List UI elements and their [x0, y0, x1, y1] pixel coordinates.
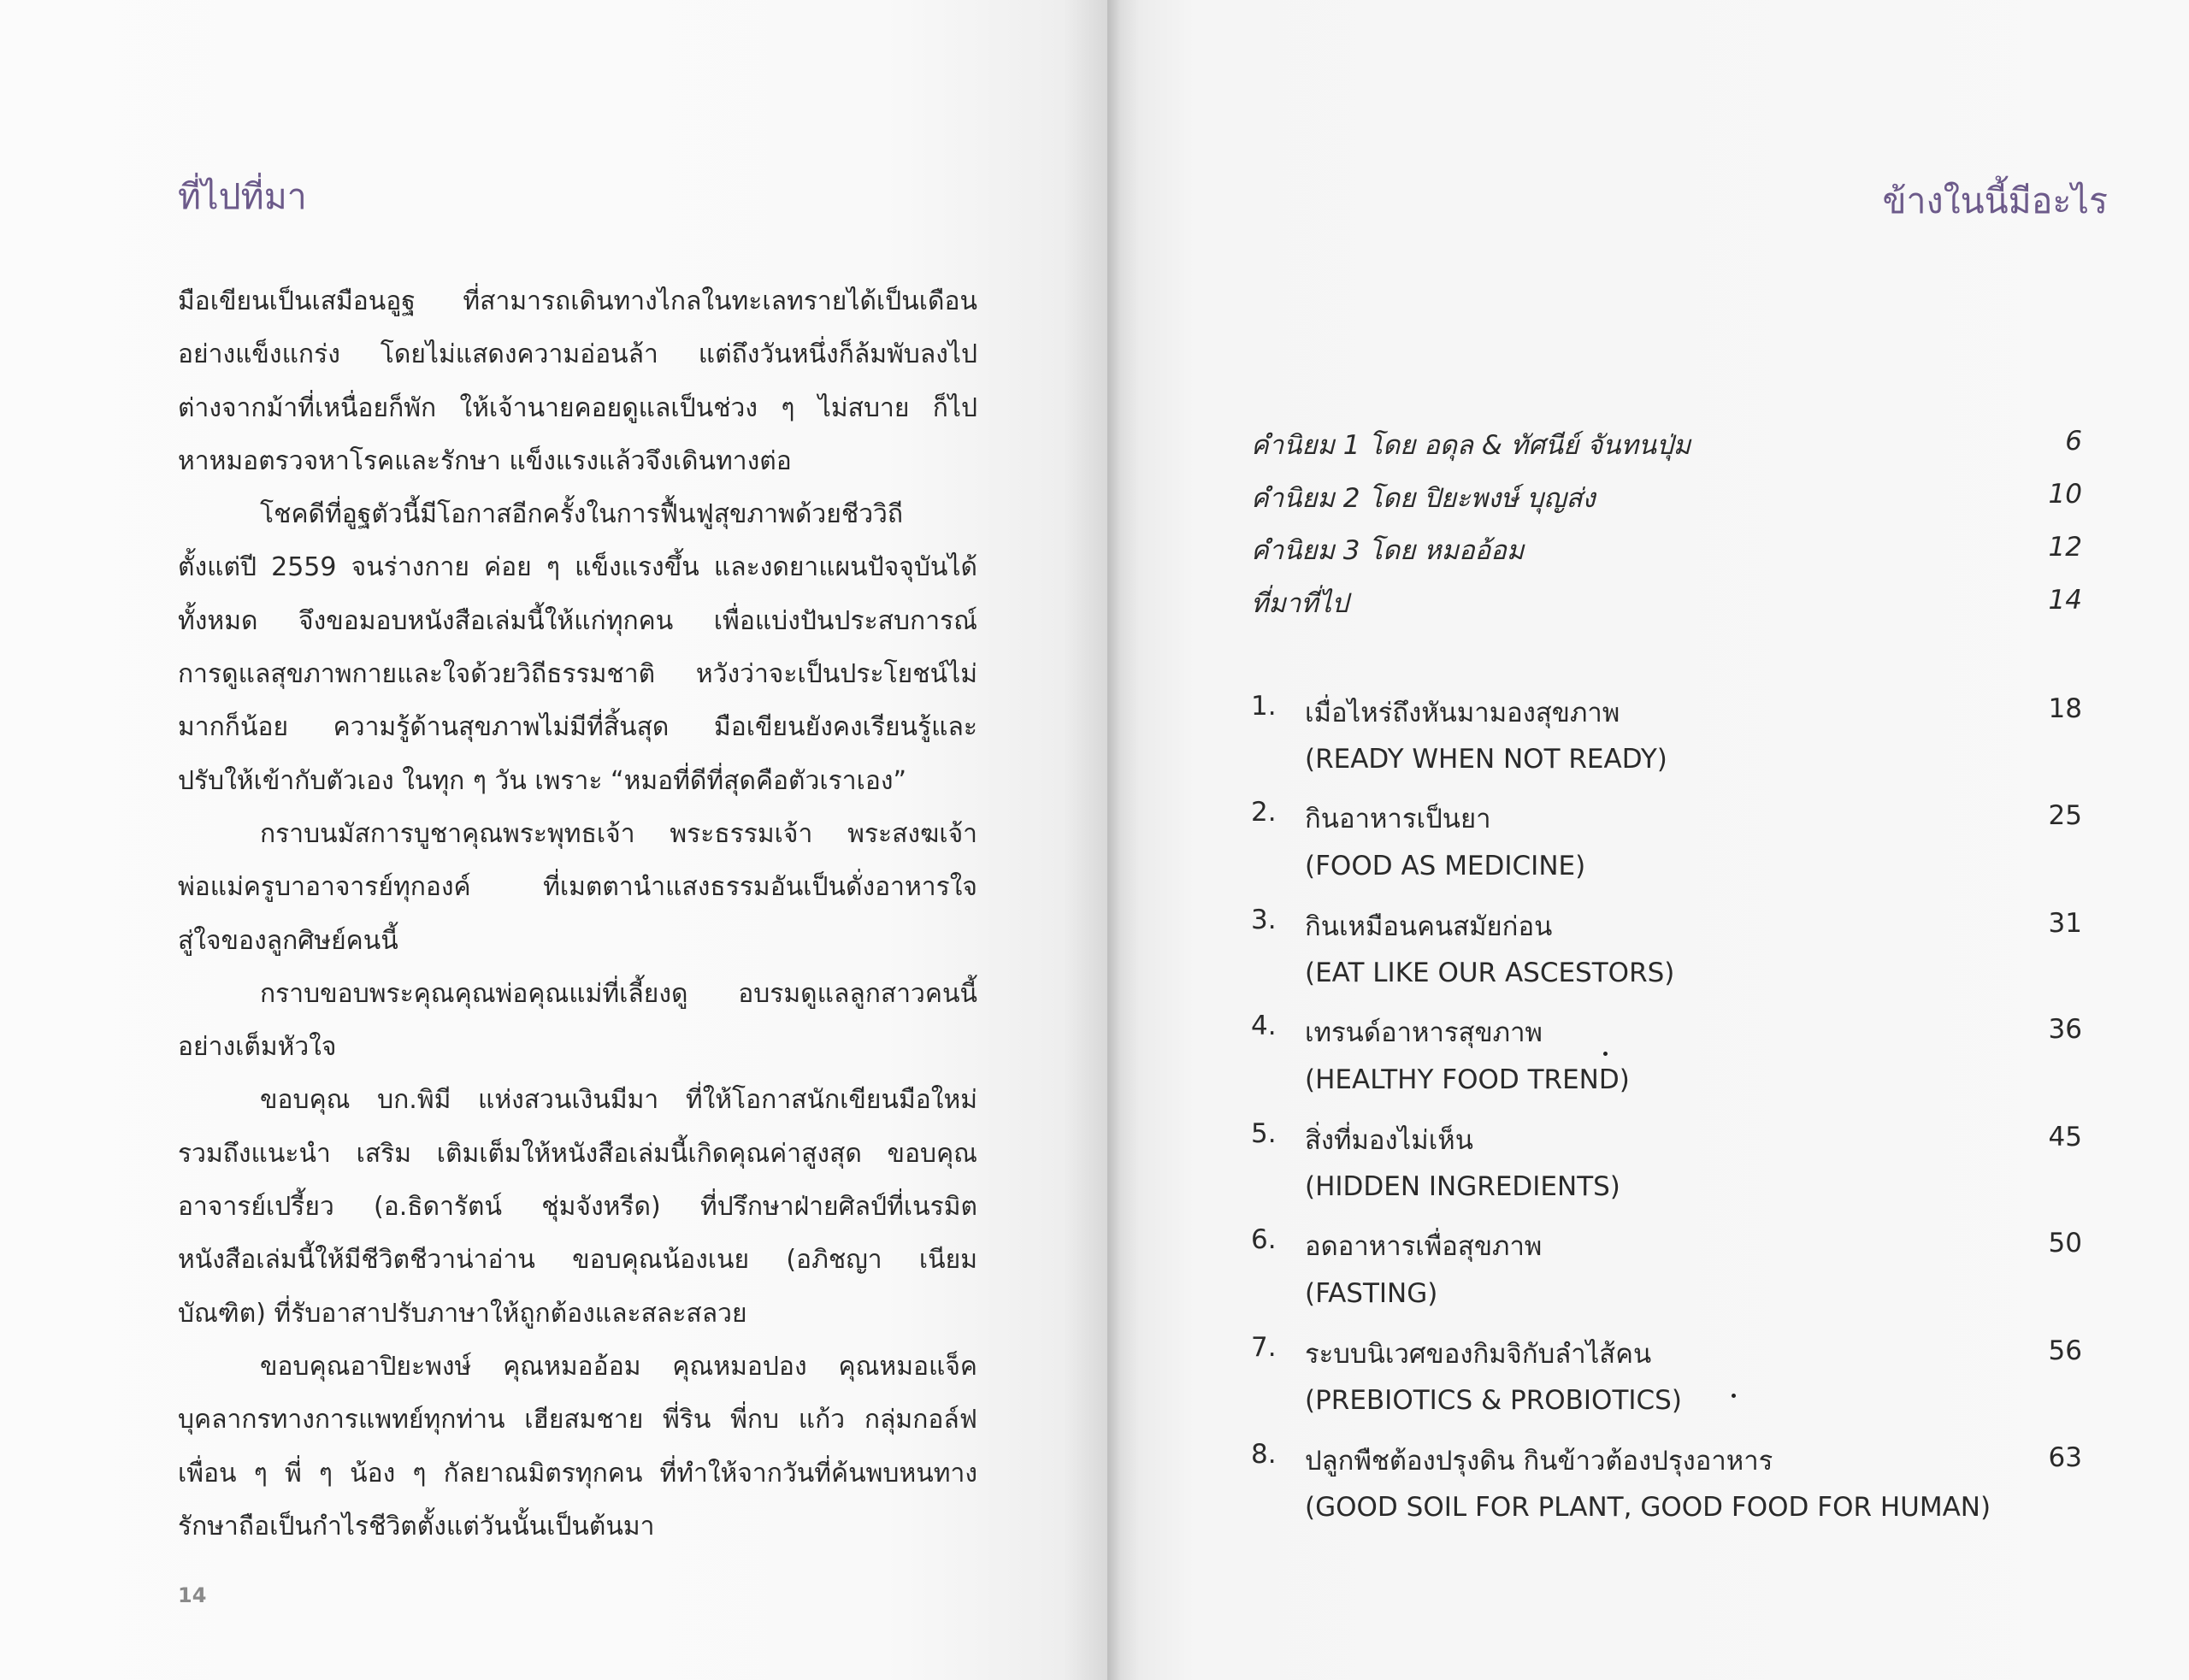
toc-chapter-page: 18: [2048, 693, 2082, 724]
toc-preface-title: คำนิยม 3 โดย หมออ้อม: [1251, 535, 1525, 566]
body-line: โชคดีที่อูฐตัวนี้มีโอกาสอีกครั้งในการฟื้นฟูสุขภาพด้วยชีววิถี: [260, 499, 904, 530]
right-page-heading: ข้างในนี้มีอะไร: [1882, 180, 2108, 221]
toc-chapter-title: เมื่อไหร่ถึงหันมามองสุขภาพ: [1305, 698, 1620, 728]
body-line: บัณฑิต) ที่รับอาสาปรับภาษาให้ถูกต้องและสละสลวย: [178, 1298, 747, 1329]
toc-preface-page: 10: [2048, 479, 2082, 510]
toc-chapter-page: 45: [2048, 1122, 2082, 1152]
toc-preface-title: คำนิยม 2 โดย ปิยะพงษ์ บุญส่ง: [1251, 483, 1596, 514]
body-line: ต่างจากม้าที่เหนื่อยก็พัก ให้เจ้านายคอยดูแลเป็นช่วง ๆ ไม่สบาย ก็ไป: [178, 392, 977, 423]
body-line: บุคลากรทางการแพทย์ทุกท่าน เฮียสมชาย พี่ริน พี่กบ แก้ว กลุ่มกอล์ฟ: [178, 1405, 977, 1435]
body-line: อย่างเต็มหัวใจ: [178, 1032, 337, 1063]
body-line: ตั้งแต่ปี 2559 จนร่างกาย ค่อย ๆ แข็งแรงขึ้น และงดยาแผนปัจจุบันได้: [178, 552, 977, 583]
body-line: รักษาถือเป็นกำไรชีวิตตั้งแต่วันนั้นเป็นต้นมา: [178, 1511, 655, 1541]
ink-speck: [1732, 1394, 1736, 1398]
table-of-contents: [1107, 0, 2189, 1680]
left-page-body: [178, 275, 977, 1553]
body-line: กราบขอบพระคุณคุณพ่อคุณแม่ที่เลี้ยงดู อบรมดูแลลูกสาวคนนี้: [260, 978, 977, 1009]
toc-chapter-page: 56: [2048, 1335, 2082, 1366]
left-page-heading: ที่ไปที่มา: [178, 176, 307, 217]
body-line: ปรับให้เข้ากับตัวเอง ในทุก ๆ วัน เพราะ “หมอที่ดีที่สุดคือตัวเราเอง”: [178, 765, 907, 796]
body-line: ขอบคุณอาปิยะพงษ์ คุณหมออ้อม คุณหมอปอง คุณหมอแจ็ค: [260, 1351, 977, 1382]
toc-preface-title: คำนิยม 1 โดย อดุล & ทัศนีย์ จันทนปุ่ม: [1251, 430, 1691, 461]
body-line: เพื่อน ๆ พี่ ๆ น้อง ๆ กัลยาณมิตรทุกคน ที่ทำให้จากวันที่ค้นพบหนทาง: [178, 1458, 977, 1488]
body-line: พ่อแม่ครูบาอาจารย์ทุกองค์ ที่เมตตานำแสงธรรมอันเป็นดั่งอาหารใจ: [178, 872, 977, 903]
toc-chapter-page: 50: [2048, 1228, 2082, 1259]
body-line: ทั้งหมด จึงขอมอบหนังสือเล่มนี้ให้แก่ทุกคน เพื่อแบ่งปันประสบการณ์: [178, 605, 977, 636]
body-line: อาจารย์เปรี้ยว (อ.ธิดารัตน์ ชุ่มจังหรีด) ที่ปรึกษาฝ่ายศิลป์ที่เนรมิต: [178, 1192, 977, 1223]
body-line: มากก็น้อย ความรู้ด้านสุขภาพไม่มีที่สิ้นสุด มือเขียนยังคงเรียนรู้และ: [178, 712, 977, 743]
ink-speck: [1603, 1052, 1608, 1056]
toc-chapter-number: 4.: [1251, 1011, 1277, 1041]
body-line: กราบนมัสการบูชาคุณพระพุทธเจ้า พระธรรมเจ้า พระสงฆเจ้า: [260, 818, 977, 849]
toc-chapter-number: 3.: [1251, 905, 1277, 935]
body-line: อย่างแข็งแกร่ง โดยไม่แสดงความอ่อนล้า แต่ถึงวันหนึ่งก็ล้มพับลงไป: [178, 339, 977, 370]
toc-chapter-title: ระบบนิเวศของกิมจิกับลำไส้คน: [1305, 1339, 1652, 1370]
body-line: หาหมอตรวจหาโรคและรักษา แข็งแรงแล้วจึงเดินทางต่อ: [178, 445, 792, 476]
toc-chapter-title: กินอาหารเป็นยา: [1305, 804, 1491, 834]
toc-preface-page: 14: [2048, 585, 2082, 616]
toc-chapter-number: 6.: [1251, 1224, 1277, 1255]
toc-chapter-number: 1.: [1251, 691, 1277, 722]
toc-chapter-number: 5.: [1251, 1118, 1277, 1149]
toc-chapter-number: 7.: [1251, 1332, 1277, 1363]
body-line: หนังสือเล่มนี้ให้มีชีวิตชีวาน่าอ่าน ขอบคุณน้องเนย (อภิชญา เนียม: [178, 1245, 977, 1276]
body-line: สู่ใจของลูกศิษย์คนนี้: [178, 925, 398, 956]
body-line: การดูแลสุขภาพกายและใจด้วยวิถีธรรมชาติ หวังว่าจะเป็นประโยชน์ไม่: [178, 659, 977, 690]
body-line: ขอบคุณ บก.พิมี แห่งสวนเงินมีมา ที่ให้โอกาสนักเขียนมือใหม่: [260, 1085, 977, 1116]
toc-chapter-english: (READY WHEN NOT READY): [1305, 744, 1667, 775]
toc-chapter-title: ปลูกพืชต้องปรุงดิน กินข้าวต้องปรุงอาหาร: [1305, 1446, 1773, 1477]
toc-chapter-english: (HEALTHY FOOD TREND): [1305, 1064, 1630, 1095]
toc-chapter-page: 31: [2048, 908, 2082, 939]
toc-chapter-page: 36: [2048, 1014, 2082, 1045]
toc-preface-page: 12: [2048, 532, 2082, 563]
toc-chapter-number: 2.: [1251, 797, 1277, 828]
toc-chapter-title: สิ่งที่มองไม่เห็น: [1305, 1125, 1473, 1156]
toc-chapter-title: กินเหมือนคนสมัยก่อน: [1305, 911, 1553, 942]
toc-chapter-english: (FASTING): [1305, 1278, 1438, 1309]
toc-chapter-english: (FOOD AS MEDICINE): [1305, 851, 1586, 881]
right-page: [1107, 0, 2189, 1680]
page-number: 14: [178, 1583, 207, 1607]
toc-chapter-number: 8.: [1251, 1439, 1277, 1470]
toc-chapter-page: 25: [2048, 800, 2082, 831]
toc-chapter-page: 63: [2048, 1442, 2082, 1473]
toc-preface-page: 6: [2065, 426, 2082, 457]
toc-chapter-english: (EAT LIKE OUR ASCESTORS): [1305, 958, 1675, 988]
toc-chapter-title: เทรนด์อาหารสุขภาพ: [1305, 1017, 1543, 1048]
toc-chapter-english: (HIDDEN INGREDIENTS): [1305, 1171, 1620, 1202]
body-line: มือเขียนเป็นเสมือนอูฐ ที่สามารถเดินทางไกลในทะเลทรายได้เป็นเดือน: [178, 286, 977, 316]
toc-chapter-english: (PREBIOTICS & PROBIOTICS): [1305, 1385, 1682, 1416]
toc-preface-title: ที่มาที่ไป: [1251, 588, 1348, 619]
body-line: รวมถึงแนะนำ เสริม เติมเต็มให้หนังสือเล่มนี้เกิดคุณค่าสูงสุด ขอบคุณ: [178, 1138, 977, 1169]
toc-chapter-title: อดอาหารเพื่อสุขภาพ: [1305, 1231, 1543, 1262]
toc-chapter-english: (GOOD SOIL FOR PLANT, GOOD FOOD FOR HUMAN): [1305, 1492, 1991, 1523]
